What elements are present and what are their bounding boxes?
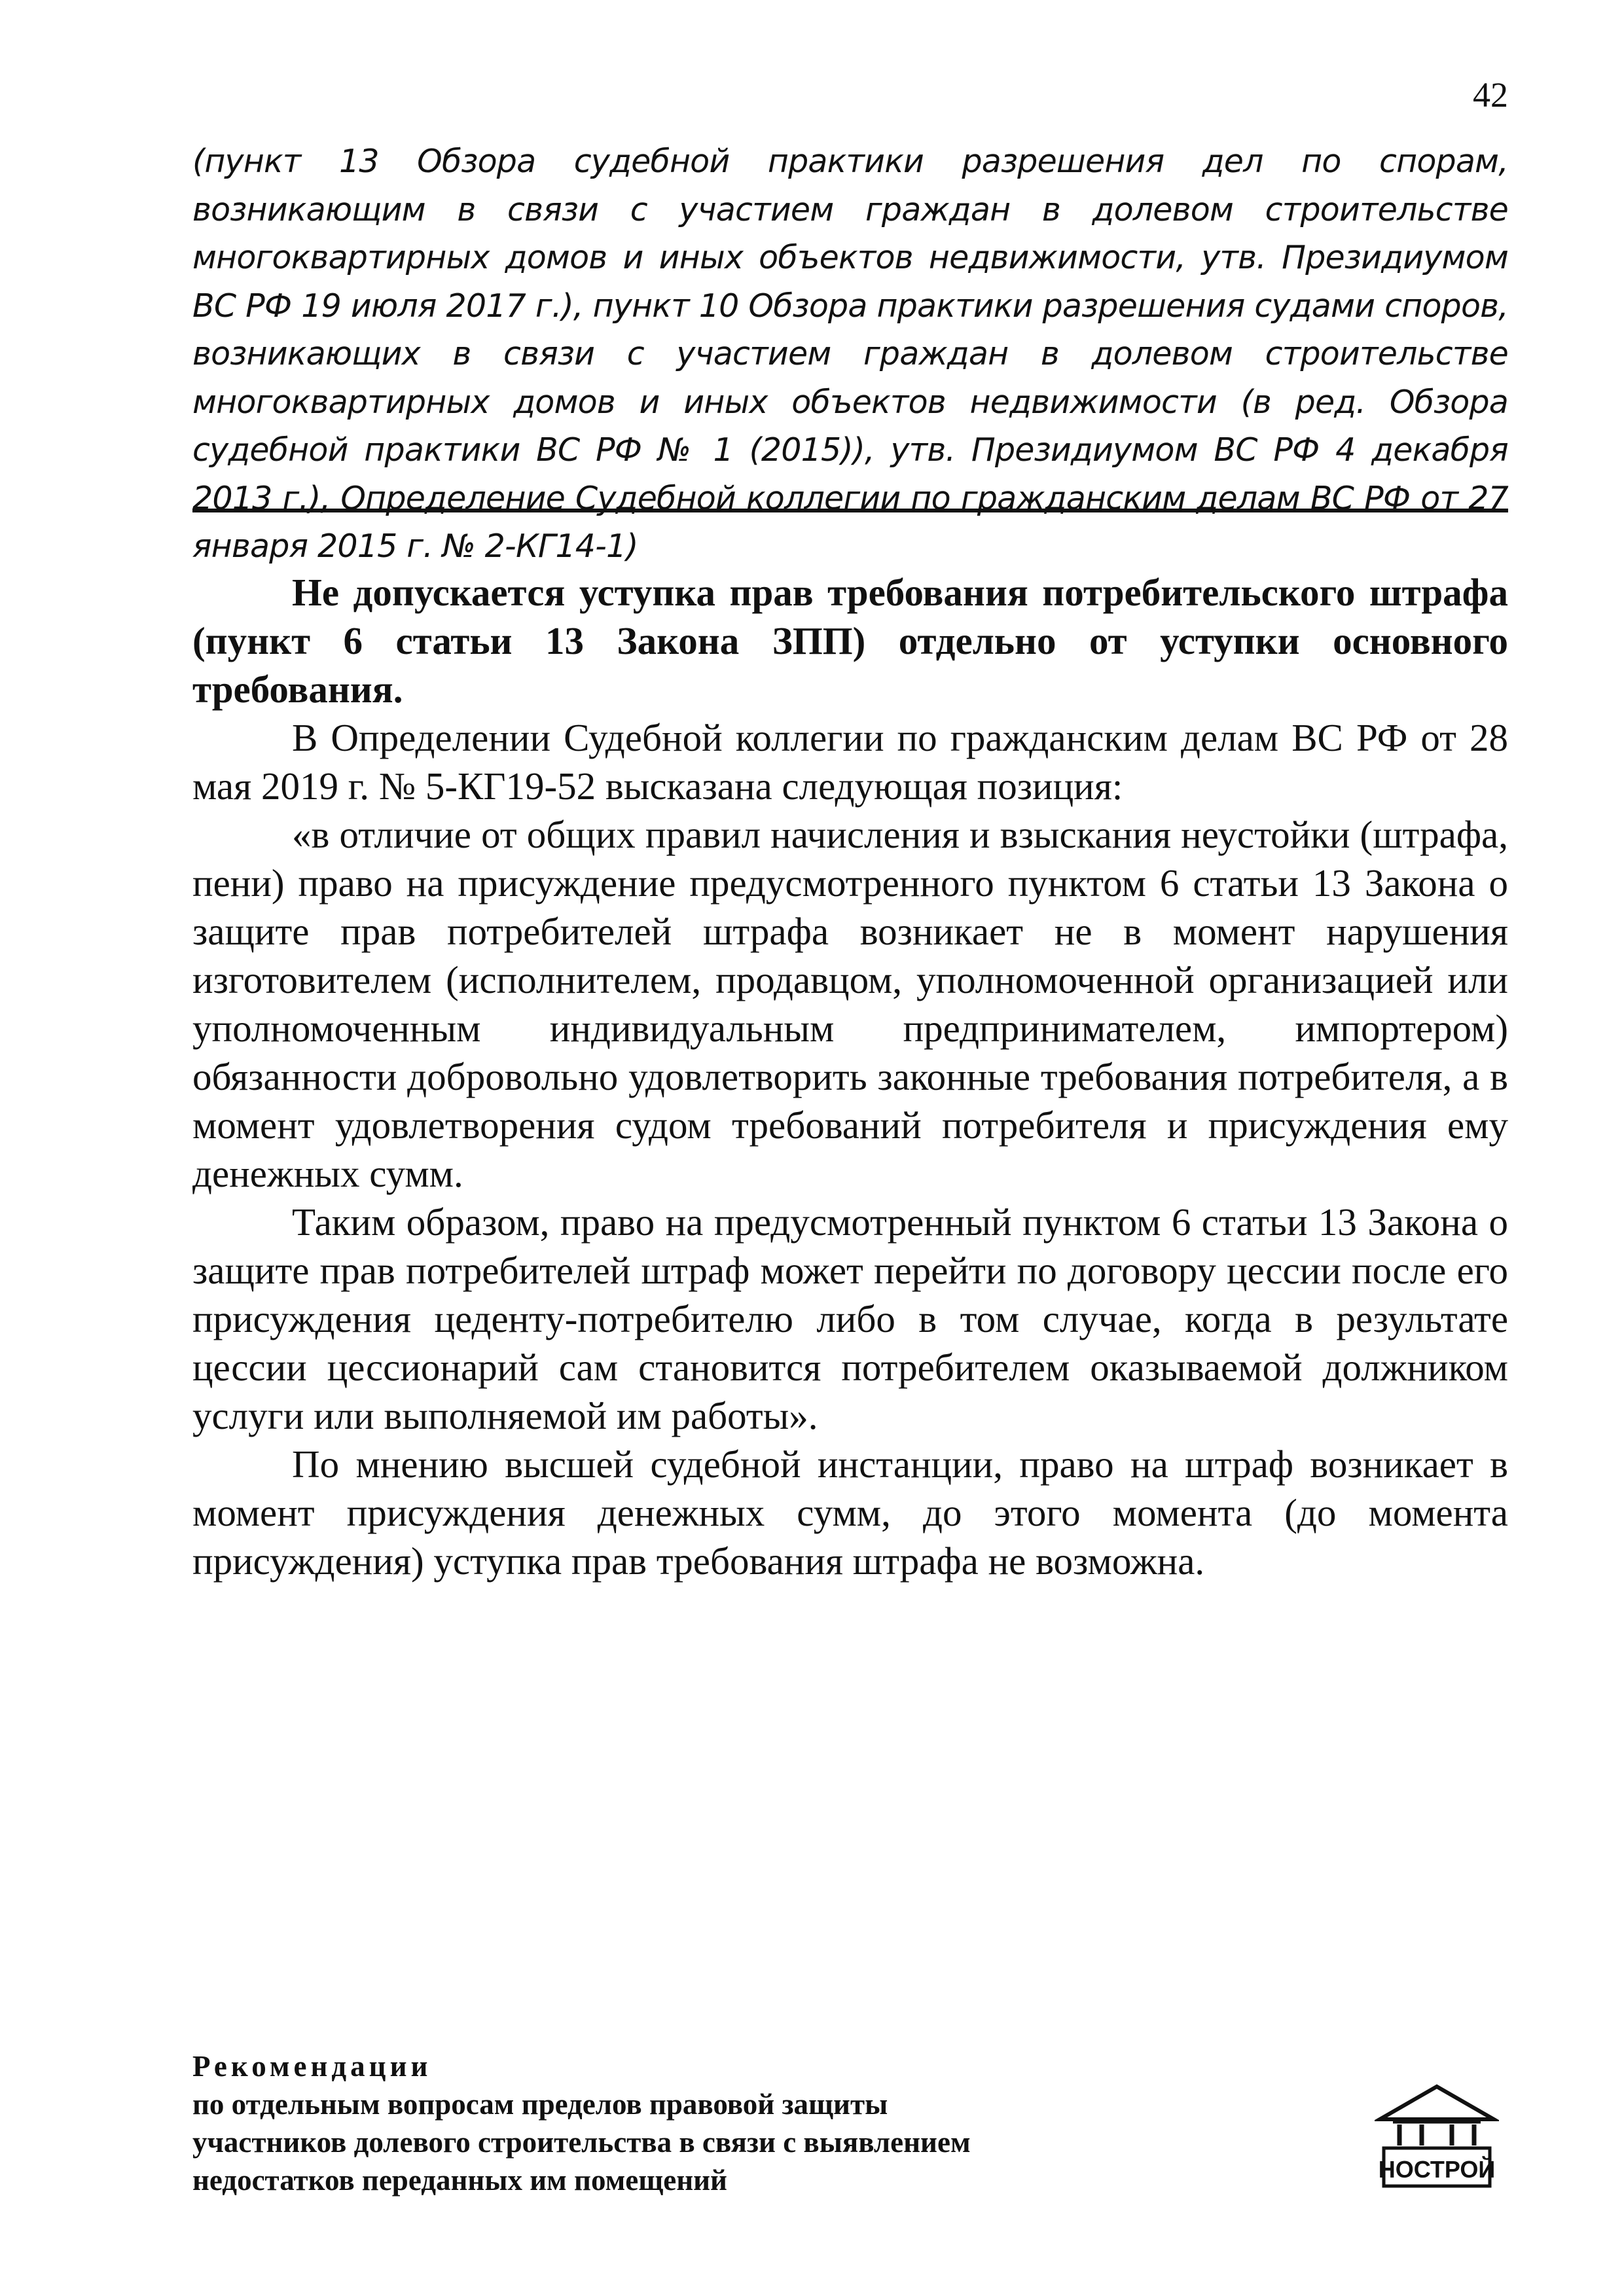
logo-text: НОСТРОЙ [1378,2156,1496,2183]
citation-divider [192,509,1508,512]
footer [192,2047,1371,2199]
citation-block: (пункт 13 Обзора судебной практики разрешения дел по спорам, возникающим в связи с участием граждан в долевом строительстве многоквартирных домов и иных объектов недвижимости, утв. Президиумом ВС РФ 19 июля 2017 г.), пункт 10 Обзора практики разрешения судами споров, возникающих в связи с участием граждан в долевом строительстве многоквартирных домов и иных объектов недвижимости (в ред. Обзора судебной практики ВС РФ № 1 (2015)), утв. Президиумом ВС РФ 4 декабря 2013 г.), Определение Судебной коллегии по гражданским делам ВС РФ от 27 января 2015 г. № 2-КГ14-1) [192,143,1508,565]
building-portico-icon [1375,2081,1499,2196]
paragraph: По мнению высшей судебной инстанции, право на штраф возникает в момент присуждения денежных сумм, до этого момента (до момента присуждения) уступка прав требования штрафа не возможна. [192,1443,1508,1583]
main-text [192,568,1508,1585]
paragraph: Таким образом, право на предусмотренный пунктом 6 статьи 13 Закона о защите прав потребителей штраф может перейти по договору цессии после его присуждения цеденту-потребителю либо в том случае, когда в результате цессии цессионарий сам становится потребителем оказываемой должником услуги или выполняемой им работы». [192,1200,1508,1437]
footer-title: Рекомендации [192,2050,432,2083]
footer-line: недостатков переданных им помещений [192,2164,727,2197]
nostroy-logo [1375,2081,1499,2196]
page-number: 42 [1473,75,1508,115]
section-heading: Не допускается уступка прав требования потребительского штрафа (пункт 6 статьи 13 Закона ЗПП) отдельно от уступки основного требования. [192,571,1508,711]
paragraph: «в отличие от общих правил начисления и взыскания неустойки (штрафа, пени) право на присуждение предусмотренного пунктом 6 статьи 13 Закона о защите прав потребителей штрафа возникает не в момент нарушения изготовителем (исполнителем, продавцом, уполномоченной организацией или уполномоченным индивидуальным предпринимателем, импортером) обязанности добровольно удовлетворить законные требования потребителя, а в момент удовлетворения судом требований потребителя и присуждения ему денежных сумм. [192,813,1508,1195]
paragraph: В Определении Судебной коллегии по гражданским делам ВС РФ от 28 мая 2019 г. № 5-КГ19-52 высказана следующая позиция: [192,716,1508,808]
footer-line: участников долевого строительства в связи с выявлением [192,2126,971,2159]
footer-line: по отдельным вопросам пределов правовой защиты [192,2088,888,2121]
